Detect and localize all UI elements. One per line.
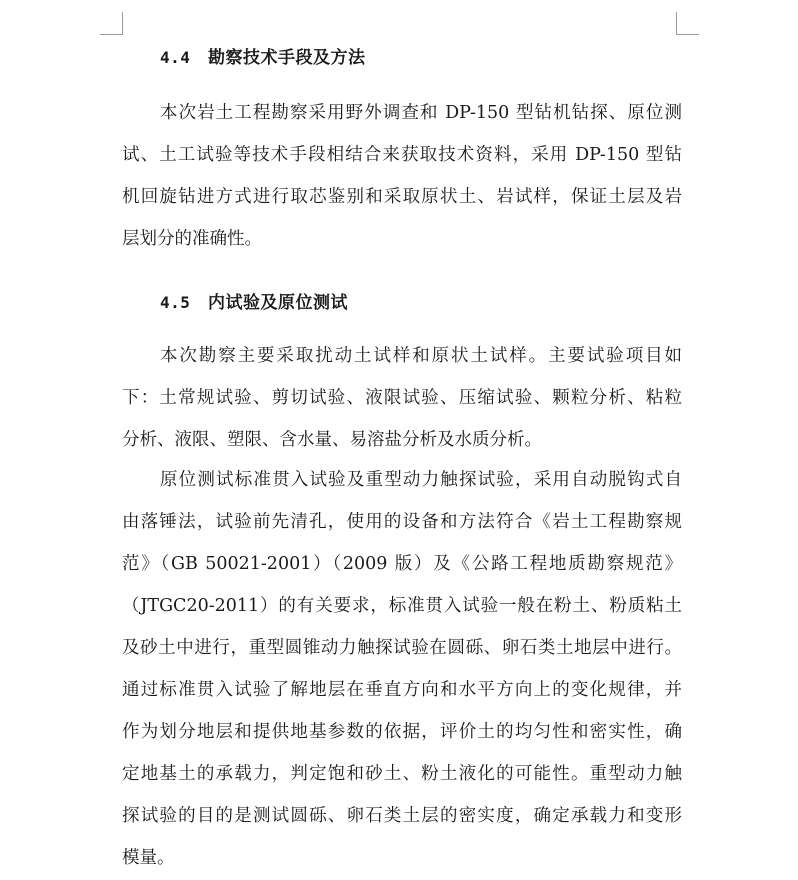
- paragraph-line: 下：土常规试验、剪切试验、液限试验、压缩试验、颗粒分析、粘粒: [122, 388, 682, 408]
- section-title: 勘察技术手段及方法: [208, 48, 366, 68]
- paragraph-line: 本次勘察主要采取扰动土试样和原状土试样。主要试验项目如: [160, 346, 682, 366]
- paragraph-line: 层划分的准确性。: [122, 229, 262, 249]
- paragraph-line: 作为划分地层和提供地基参数的依据，评价土的均匀性和密实性，确: [122, 722, 682, 742]
- paragraph-line: 及砂土中进行，重型圆锥动力触探试验在圆砾、卵石类土地层中进行。: [122, 638, 682, 658]
- paragraph-line: 试、土工试验等技术手段相结合来获取技术资料，采用 DP-150 型钻: [122, 145, 682, 165]
- paragraph-line: 原位测试标准贯入试验及重型动力触探试验，采用自动脱钩式自: [160, 470, 682, 490]
- section-number: 4.5: [160, 293, 191, 312]
- paragraph-line: 由落锤法，试验前先清孔，使用的设备和方法符合《岩土工程勘察规: [122, 512, 682, 532]
- paragraph-line: 机回旋钻进方式进行取芯鉴别和采取原状土、岩试样，保证土层及岩: [122, 187, 682, 207]
- section-number: 4.4: [160, 48, 191, 67]
- paragraph-line: 定地基土的承载力，判定饱和砂土、粉土液化的可能性。重型动力触: [122, 764, 682, 784]
- paragraph-line: 探试验的目的是测试圆砾、卵石类土层的密实度，确定承载力和变形: [122, 806, 682, 826]
- paragraph-line: 本次岩土工程勘察采用野外调查和 DP-150 型钻机钻探、原位测: [160, 103, 682, 123]
- paragraph-line: （JTGC20-2011）的有关要求，标准贯入试验一般在粉土、粉质粘土: [122, 596, 682, 616]
- section-title: 内试验及原位测试: [208, 293, 348, 313]
- margin-mark-top-right: [676, 12, 699, 35]
- paragraph-line: 分析、液限、塑限、含水量、易溶盐分析及水质分析。: [122, 430, 542, 450]
- paragraph-line: 通过标准贯入试验了解地层在垂直方向和水平方向上的变化规律，并: [122, 680, 682, 700]
- section-heading: [160, 43, 366, 68]
- paragraph-line: 模量。: [122, 848, 175, 868]
- paragraph-line: 范》（GB 50021-2001）（2009 版）及《公路工程地质勘察规范》: [122, 554, 682, 574]
- margin-mark-top-left: [100, 12, 123, 35]
- section-heading: [160, 288, 348, 313]
